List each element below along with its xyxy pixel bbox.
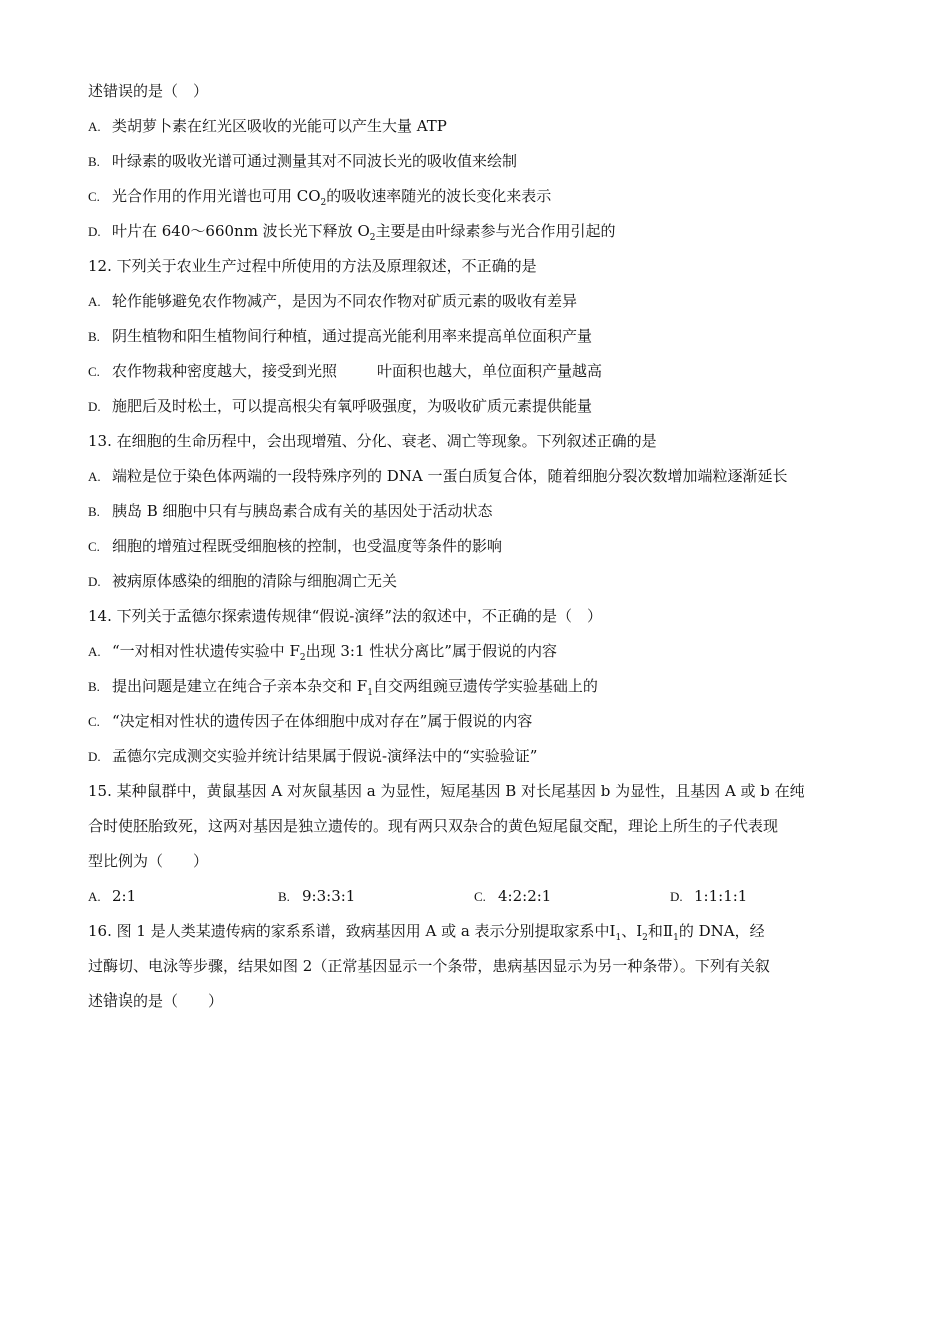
q11-stem-tail [88,78,868,113]
option-text-pre: 光合作用的作用光谱也可用 CO [112,187,321,205]
q14-option-d [88,743,868,778]
q14-stem [88,603,868,638]
q11-option-b [88,148,868,183]
q11-option-a [88,113,868,148]
q15-stem-text: 型比例为（ ） [88,852,209,870]
option-text: “决定相对性状的遗传因子在体细胞中成对存在”属于假说的内容 [112,712,533,730]
option-text-pre: 叶片在 640～660nm 波长光下释放 O [112,222,370,240]
option-text-post: 的吸收速率随光的波长变化来表示 [326,187,552,205]
q15-stem-line3 [88,848,868,883]
option-letter: D. [88,574,101,589]
q15-option-a [88,883,136,910]
option-letter: D. [670,889,683,904]
option-text: 胰岛 B 细胞中只有与胰岛素合成有关的基因处于活动状态 [112,502,493,520]
q15-option-c [474,883,551,910]
subscript: 1 [615,933,622,943]
q11-option-c [88,183,868,218]
q12-stem-text: 12. 下列关于农业生产过程中所使用的方法及原理叙述，不正确的是 [88,257,537,275]
option-text: 轮作能够避免农作物减产，是因为不同农作物对矿质元素的吸收有差异 [112,292,578,310]
q16-stem-line2 [88,953,868,988]
q16-stem-text: 的是（ ） [133,992,224,1010]
q12-option-a [88,288,868,323]
option-text-post: 出现 3:1 性状分离比”属于假说的内容 [305,642,557,660]
option-letter: B. [278,889,290,904]
option-letter: D. [88,224,101,239]
subscript: 2 [299,653,306,663]
option-text-part2: 叶面积也越大，单位面积产量越高 [377,362,603,380]
subscript: 2 [642,933,648,943]
option-letter: B. [88,329,100,344]
subscript: 2 [369,233,376,243]
subscript: 1 [367,688,373,698]
option-text: 端粒是位于染色体两端的一段特殊序列的 DNA 一蛋白质复合体，随着细胞分裂次数增加端粒逐渐延长 [112,467,788,485]
option-letter: A. [88,294,101,309]
option-letter: B. [88,154,100,169]
option-letter: A. [88,644,101,659]
option-text: 细胞的增殖过程既受细胞核的控制，也受温度等条件的影响 [112,537,503,555]
q16-stem-text: 和Ⅱ [647,922,674,940]
q16-stem-text: 的 DNA，经 [678,922,765,940]
q13-stem [88,428,868,463]
subscript: 1 [673,933,679,943]
q15-option-b [278,883,355,910]
q13-option-c [88,533,868,568]
option-text: 阴生植物和阳生植物间行种植，通过提高光能利用率来提高单位面积产量 [112,327,593,345]
q15-options-row [88,883,868,918]
option-text: 类胡萝卜素在红光区吸收的光能可以产生大量 ATP [112,117,447,135]
option-letter: A. [88,889,101,904]
option-letter: D. [88,749,101,764]
q11-option-d [88,218,868,253]
option-text: 4:2:2:1 [498,887,552,905]
q11-stem-text: 述错误的是（ ） [88,82,209,100]
option-text: 被病原体感染的细胞的清除与细胞凋亡无关 [112,572,398,590]
q16-stem-text: 述 [88,992,104,1010]
option-letter: B. [88,679,100,694]
emphasis-char: 误 [118,992,134,1010]
q15-stem-line1 [88,778,868,813]
q14-stem-text: 14. 下列关于孟德尔探索遗传规律“假说-演绎”法的叙述中，不正确的是（ ） [88,607,603,625]
option-text-part1: 农作物栽种密度越大，接受到光照 [112,362,338,380]
q12-option-c [88,358,868,393]
option-text-post: 自交两组豌豆遗传学实验基础上的 [372,677,598,695]
option-text: 施肥后及时松土，可以提高根尖有氧呼吸强度，为吸收矿质元素提供能量 [112,397,593,415]
q16-stem-text: 16. 图 1 是人类某遗传病的家系系谱，致病基因用 A 或 a 表示分别提取家系中Ⅰ [88,922,616,940]
emphasis-char: 错 [103,992,119,1010]
option-text: 1:1:1:1 [694,887,748,905]
q15-stem-text: 合时使胚胎致死，这两对基因是独立遗传的。现有两只双杂合的黄色短尾鼠交配，理论上所生的子代表现 [88,817,779,835]
q14-option-a [88,638,868,673]
option-text-post: 主要是由叶绿素参与光合作用引起的 [375,222,616,240]
q16-stem-line1 [88,918,868,953]
option-letter: C. [474,889,486,904]
document-page [88,78,868,1023]
q13-option-d [88,568,868,603]
q12-stem [88,253,868,288]
option-letter: A. [88,469,101,484]
option-text: 叶绿素的吸收光谱可通过测量其对不同波长光的吸收值来绘制 [112,152,518,170]
option-letter: C. [88,364,100,379]
option-letter: C. [88,714,100,729]
option-letter: A. [88,119,101,134]
subscript: 2 [320,198,327,208]
option-letter: B. [88,504,100,519]
q14-option-c [88,708,868,743]
option-text: 9:3:3:1 [302,887,356,905]
option-text-pre: 提出问题是建立在纯合子亲本杂交和 F [112,677,368,695]
q13-option-b [88,498,868,533]
q15-stem-text: 15. 某种鼠群中，黄鼠基因 A 对灰鼠基因 a 为显性，短尾基因 B 对长尾基因 b 为显性，且基因 A 或 b 在纯 [88,782,805,800]
option-text: 2:1 [112,887,137,905]
q15-stem-line2 [88,813,868,848]
q16-stem-text: 过酶切、电泳等步骤，结果如图 2（正常基因显示一个条带，患病基因显示为另一种条带）。下列有关叙 [88,957,770,975]
option-letter: C. [88,189,100,204]
q14-option-b [88,673,868,708]
q13-stem-text: 13. 在细胞的生命历程中，会出现增殖、分化、衰老、凋亡等现象。下列叙述正确的是 [88,432,657,450]
option-text-pre: “一对相对性状遗传实验中 F [112,642,300,660]
q16-stem-line3 [88,988,868,1023]
q13-option-a [88,463,868,498]
option-letter: D. [88,399,101,414]
option-letter: C. [88,539,100,554]
q16-stem-text: 、Ⅰ [621,922,643,940]
q12-option-b [88,323,868,358]
option-text: 孟德尔完成测交实验并统计结果属于假说-演绎法中的“实验验证” [112,747,538,765]
q15-option-d [670,883,747,910]
q12-option-d [88,393,868,428]
